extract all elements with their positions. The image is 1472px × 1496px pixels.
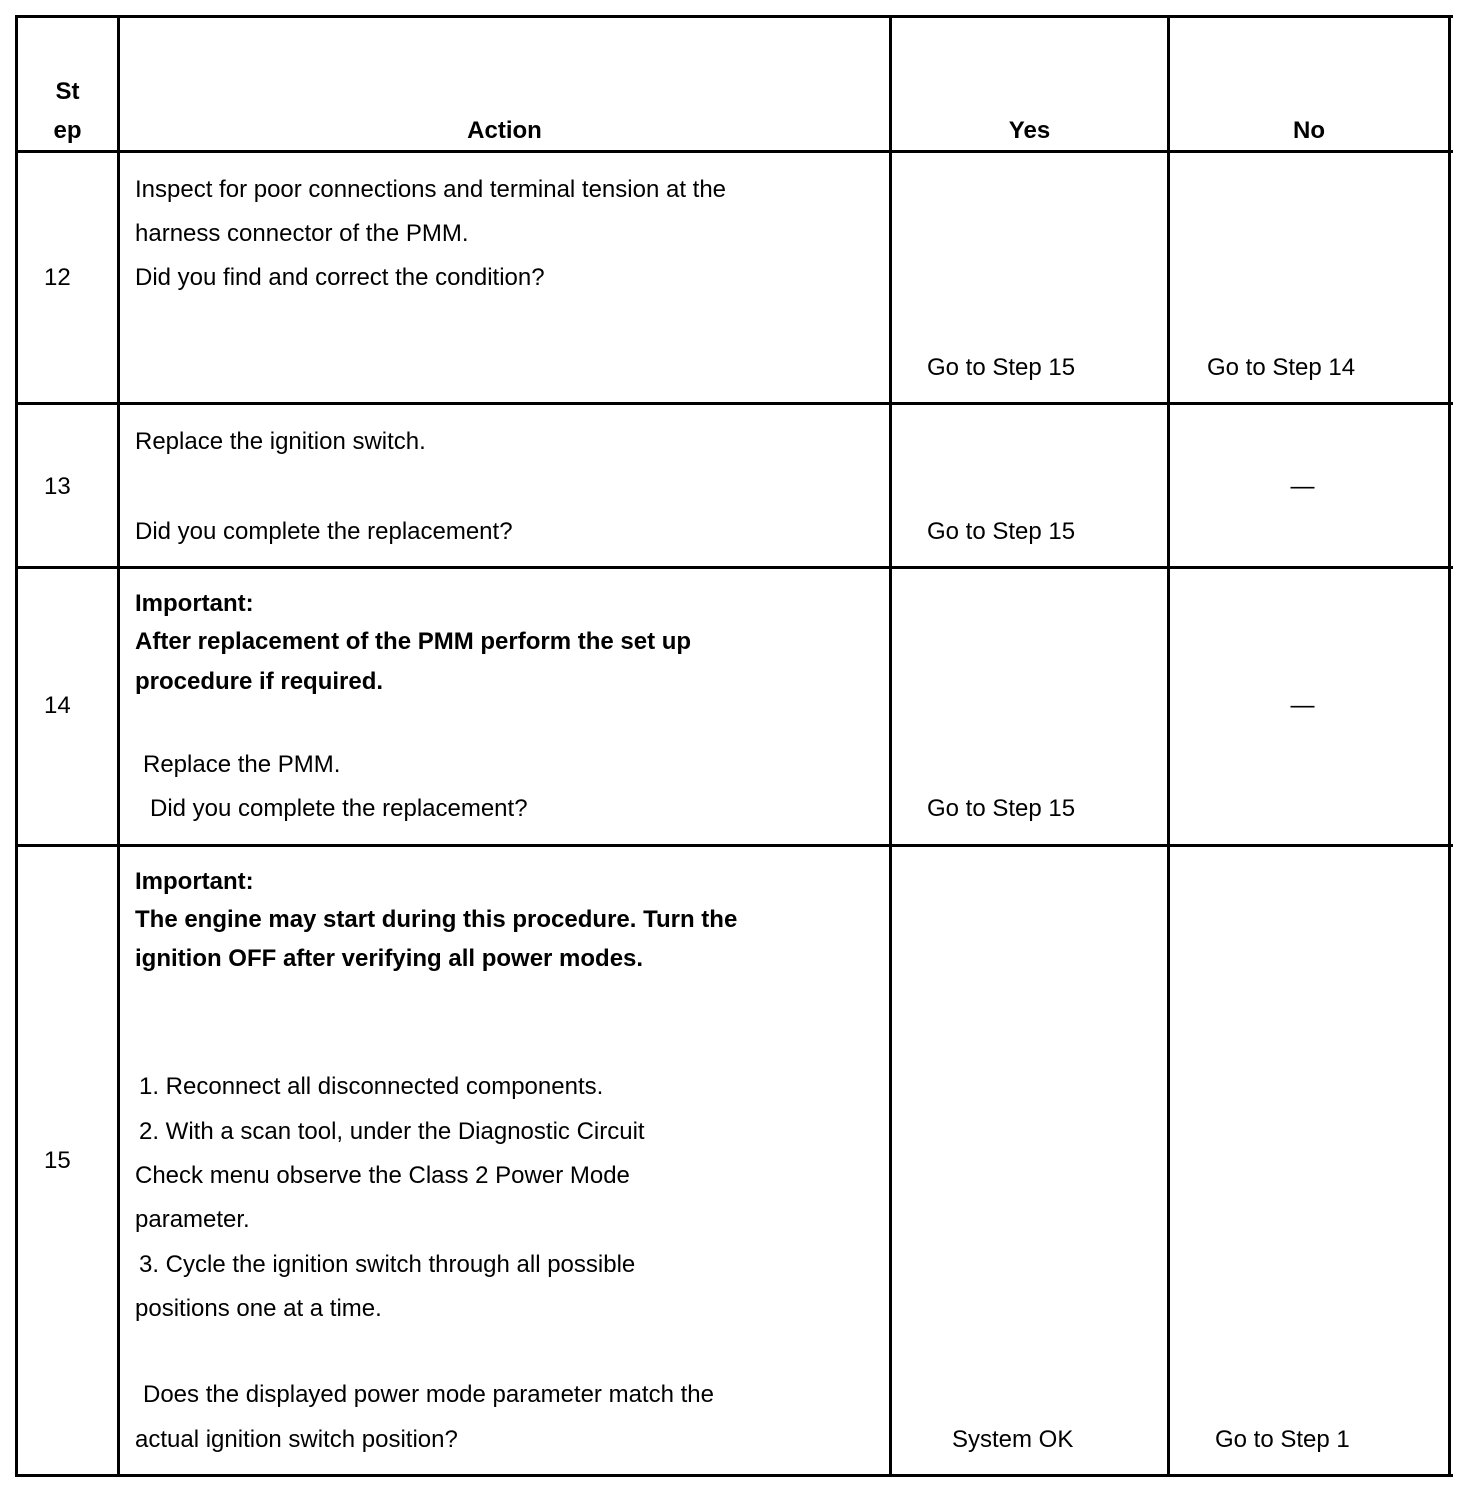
important-text: ignition OFF after verifying all power modes.: [135, 945, 644, 972]
action-text: Replace the ignition switch.: [135, 428, 426, 455]
header-divider: [15, 150, 1453, 153]
table-border-top: [15, 15, 1453, 18]
action-text: positions one at a time.: [135, 1295, 382, 1322]
action-text: Does the displayed power mode parameter match the: [143, 1381, 714, 1408]
no-result: —: [1290, 473, 1315, 500]
action-text: Did you find and correct the condition?: [135, 264, 545, 291]
header-step-line1: St: [55, 78, 80, 105]
action-text: 3. Cycle the ignition switch through all possible: [139, 1251, 636, 1278]
important-text: The engine may start during this procedure. Turn the: [135, 906, 738, 933]
important-label: Important:: [135, 868, 254, 895]
header-step-line2: ep: [53, 117, 82, 144]
header-no: No: [1293, 117, 1325, 144]
action-text: parameter.: [135, 1206, 250, 1233]
step-number: 14: [44, 692, 71, 719]
action-text: Did you complete the replacement?: [150, 795, 528, 822]
table-border-bottom: [15, 1474, 1453, 1477]
table-border-left: [15, 15, 18, 1477]
step-number: 13: [44, 473, 71, 500]
step-number: 15: [44, 1147, 71, 1174]
yes-result: Go to Step 15: [927, 795, 1076, 822]
table-border-right: [1448, 15, 1451, 1477]
action-text: Replace the PMM.: [143, 751, 341, 778]
row-divider: [15, 402, 1453, 405]
step-number: 12: [44, 264, 71, 291]
action-text: Did you complete the replacement?: [135, 518, 513, 545]
no-result: Go to Step 1: [1215, 1426, 1350, 1453]
yes-result: System OK: [952, 1426, 1074, 1453]
header-action: Action: [467, 117, 542, 144]
important-text: After replacement of the PMM perform the set up: [135, 628, 692, 655]
action-text: 2. With a scan tool, under the Diagnostic Circuit: [139, 1118, 645, 1145]
row-divider: [15, 844, 1453, 847]
action-text: Check menu observe the Class 2 Power Mode: [135, 1162, 630, 1189]
yes-result: Go to Step 15: [927, 354, 1076, 381]
action-text: actual ignition switch position?: [135, 1426, 458, 1453]
column-divider: [889, 15, 892, 1477]
row-divider: [15, 566, 1453, 569]
header-step: [18, 80, 117, 143]
header-yes: Yes: [1008, 117, 1051, 144]
yes-result: Go to Step 15: [927, 518, 1076, 545]
column-divider: [117, 15, 120, 1477]
no-result: —: [1290, 692, 1315, 719]
important-text: procedure if required.: [135, 668, 384, 695]
action-text: Inspect for poor connections and terminal tension at the: [135, 176, 727, 203]
important-label: Important:: [135, 590, 254, 617]
no-result: Go to Step 14: [1207, 354, 1356, 381]
column-divider: [1167, 15, 1170, 1477]
action-text: harness connector of the PMM.: [135, 220, 469, 247]
action-text: 1. Reconnect all disconnected components.: [139, 1073, 604, 1100]
